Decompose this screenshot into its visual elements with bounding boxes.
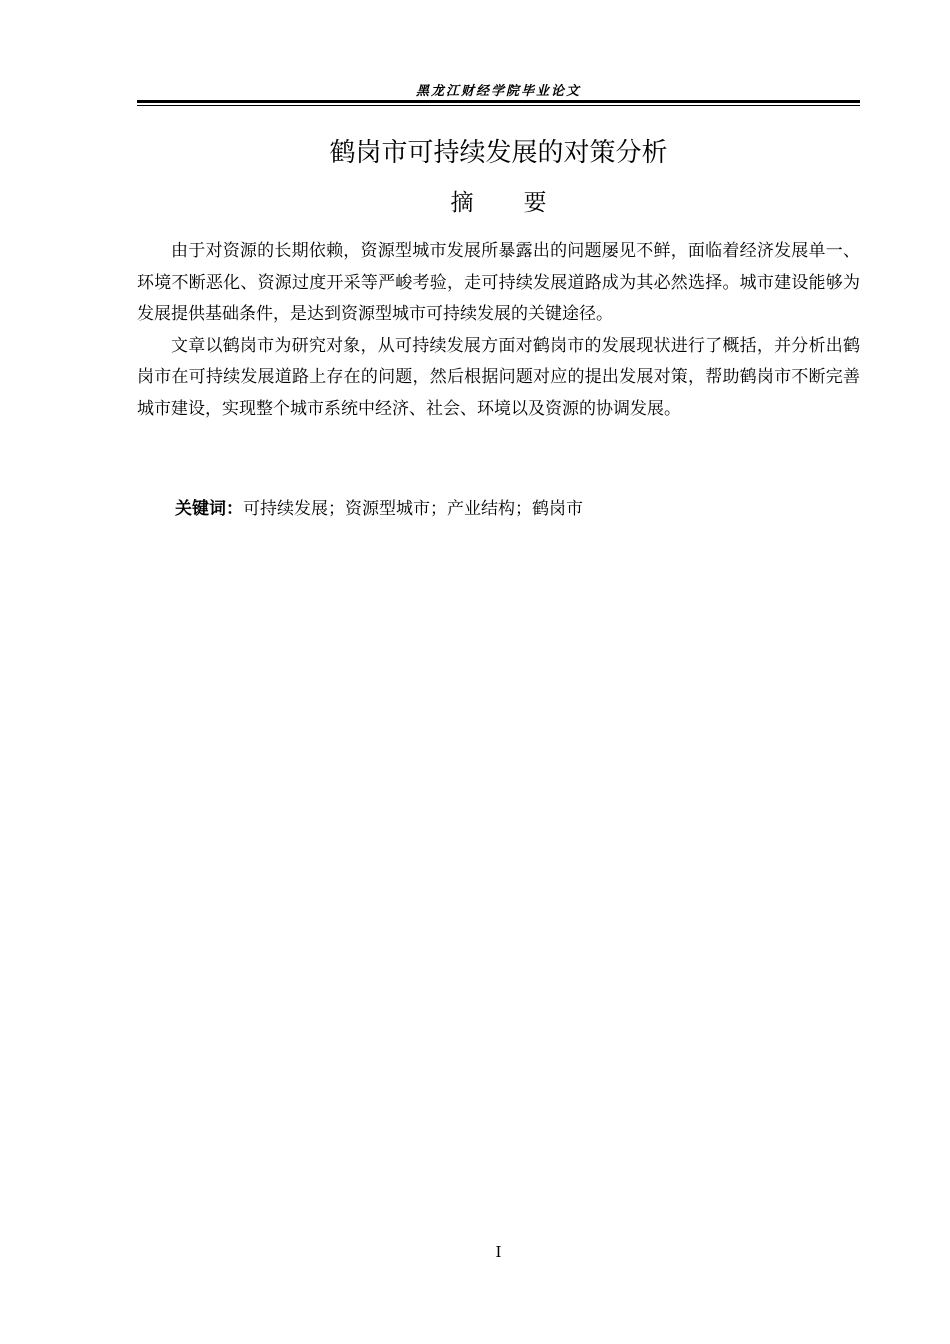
keywords-line xyxy=(175,494,860,519)
running-header: 黑龙江财经学院毕业论文 xyxy=(415,84,581,99)
abstract-body xyxy=(137,236,860,425)
page-title: 鹤岗市可持续发展的对策分析 xyxy=(329,138,668,168)
page-number: I xyxy=(495,1243,502,1261)
abstract-heading: 摘要 xyxy=(450,190,597,216)
keywords-text: 可持续发展；资源型城市；产业结构；鹤岗市 xyxy=(243,499,583,519)
header-rule-thin xyxy=(137,105,860,106)
keywords-label: 关键词： xyxy=(175,499,243,519)
header-rule-thick xyxy=(137,100,860,103)
abstract-paragraph-1: 由于对资源的长期依赖，资源型城市发展所暴露出的问题屡见不鲜，面临着经济发展单一、环境不断恶化、资源过度开采等严峻考验，走可持续发展道路成为其必然选择。城市建设能够为发展提供基础条件，是达到资源型城市可持续发展的关键途径。 xyxy=(137,241,860,324)
abstract-paragraph-2: 文章以鹤岗市为研究对象，从可持续发展方面对鹤岗市的发展现状进行了概括，并分析出鹤岗市在可持续发展道路上存在的问题，然后根据问题对应的提出发展对策，帮助鹤岗市不断完善城市建设，实现整个城市系统中经济、社会、环境以及资源的协调发展。 xyxy=(137,335,860,419)
